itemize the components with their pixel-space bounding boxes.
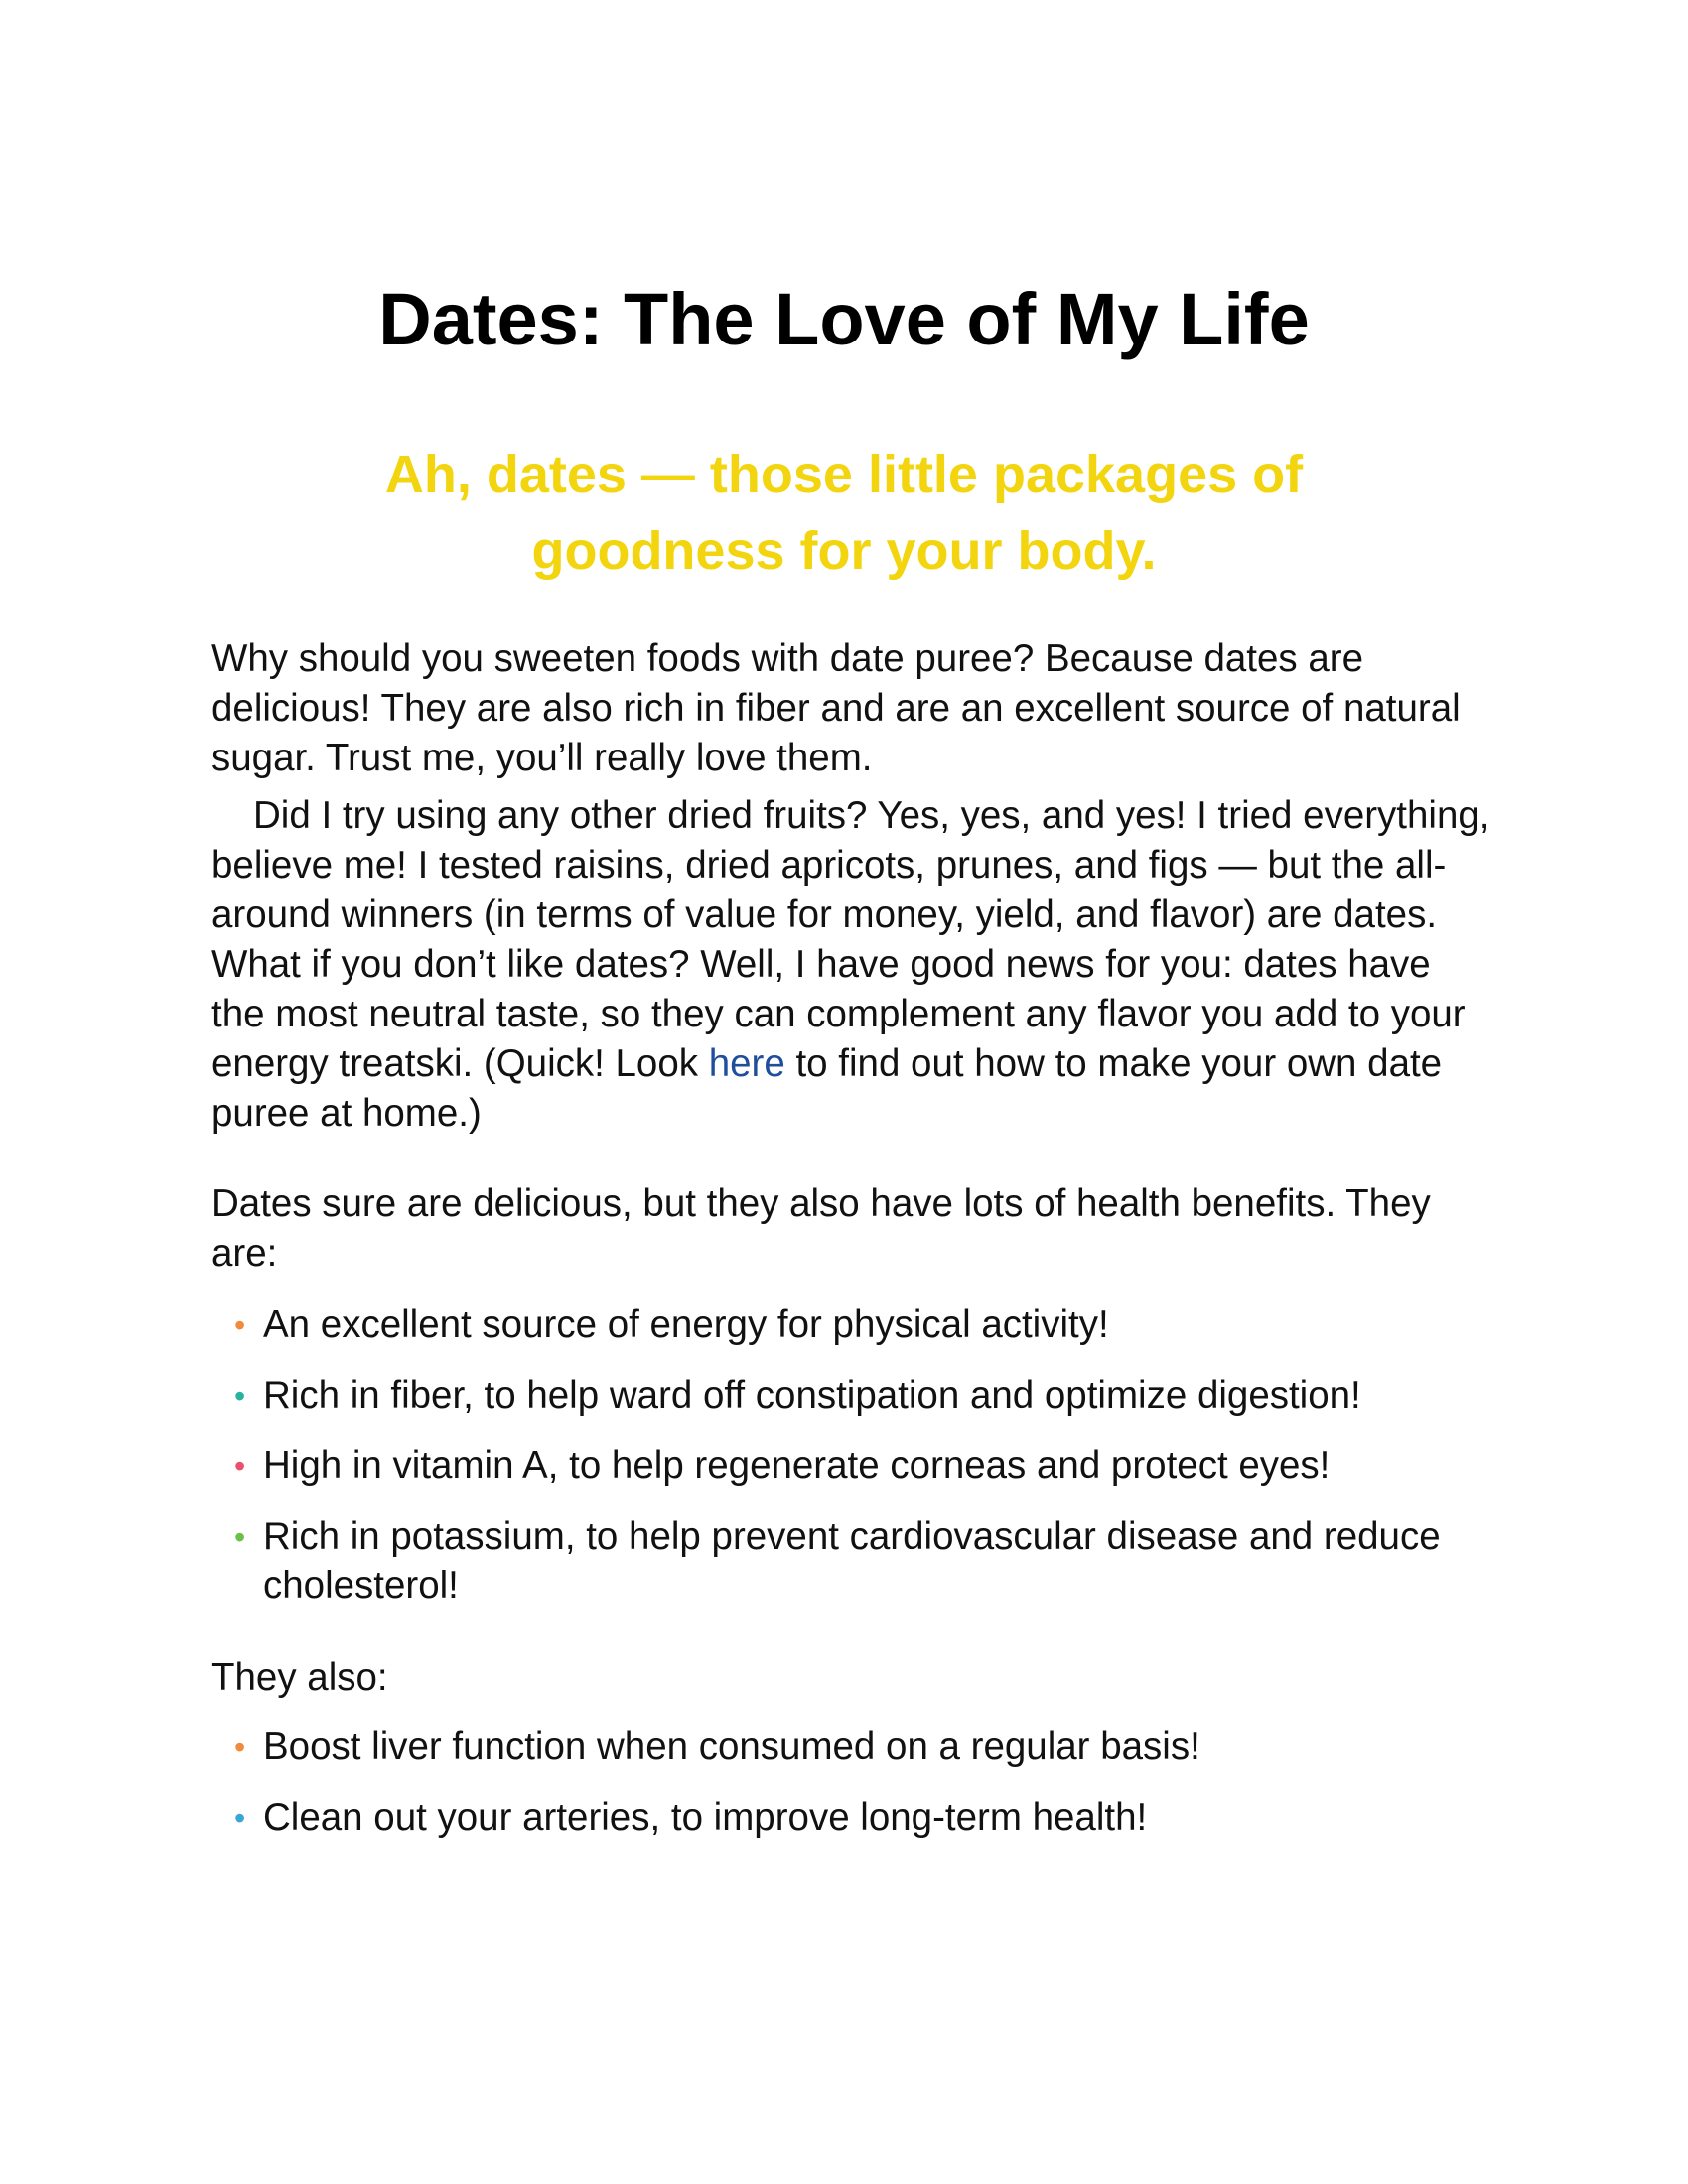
benefits-list — [234, 1300, 1495, 1632]
intro-paragraph: Why should you sweeten foods with date puree? Because dates are delicious! They are also rich in fiber and are an excellent source of natural sugar. Trust me, you’ll really love them. — [211, 637, 1461, 779]
bullet-icon: • — [234, 1448, 246, 1484]
list-item — [234, 1300, 1495, 1350]
list-item — [234, 1793, 1495, 1843]
list-item-text: Rich in fiber, to help ward off constipation and optimize digestion! — [263, 1374, 1361, 1417]
list-item — [234, 1512, 1495, 1611]
benefits-intro-paragraph: Dates sure are delicious, but they also have lots of health benefits. They are: — [211, 1182, 1431, 1275]
also-paragraph: They also: — [211, 1656, 388, 1699]
list-item-text: High in vitamin A, to help regenerate corneas and protect eyes! — [263, 1444, 1331, 1487]
list-item-text: Rich in potassium, to help prevent cardiovascular disease and reduce cholesterol! — [263, 1515, 1441, 1607]
bullet-icon: • — [234, 1378, 246, 1414]
subtitle: Ah, dates — those little packages of goodness for your body. — [384, 445, 1304, 581]
bullet-icon: • — [234, 1519, 246, 1555]
paragraph-text-after-link: to find out how to make your own date puree at home.) — [211, 1042, 1443, 1135]
bullet-icon: • — [234, 1729, 246, 1765]
list-item — [234, 1371, 1495, 1421]
list-item — [234, 1441, 1495, 1491]
page-title: Dates: The Love of My Life — [378, 278, 1310, 360]
also-list — [234, 1722, 1495, 1863]
bullet-icon: • — [234, 1800, 246, 1836]
bullet-icon: • — [234, 1307, 246, 1343]
date-puree-link[interactable]: here — [708, 1042, 785, 1085]
list-item-text: Clean out your arteries, to improve long-term health! — [263, 1796, 1148, 1839]
list-item-text: An excellent source of energy for physical activity! — [263, 1303, 1109, 1346]
dried-fruits-paragraph — [211, 791, 1492, 1139]
list-item — [234, 1722, 1495, 1772]
paragraph-text-before-link: Did I try using any other dried fruits? Yes, yes, and yes! I tried everything, believe me! I tested raisins, dried apricots, prunes, and figs — but the all-around winners (in terms of value for money, yield, and flavor) are dates. What if you don’t like dates? Well, I have good news for you: dates have the most neutral taste, so they can complement any flavor you add to your energy treatski. (Quick! Look — [211, 794, 1490, 1085]
list-item-text: Boost liver function when consumed on a regular basis! — [263, 1725, 1200, 1768]
